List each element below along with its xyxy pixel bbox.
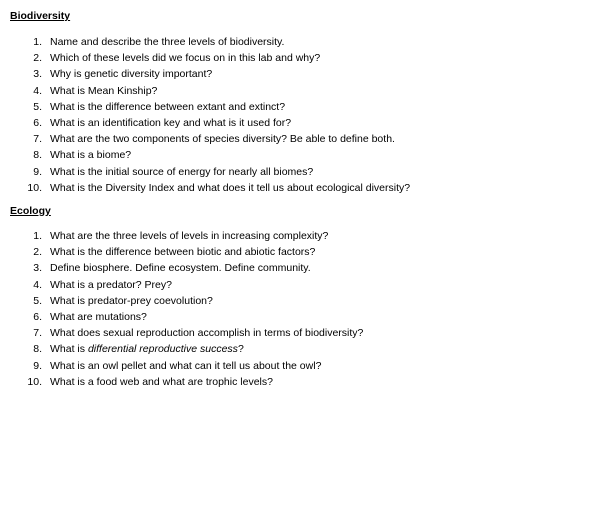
question-text: What is Mean Kinship?	[50, 84, 158, 97]
question-text: What is a food web and what are trophic levels?	[50, 375, 273, 388]
item-number: 6.	[33, 310, 42, 323]
item-number: 2.	[33, 246, 42, 259]
question-text: What is a biome?	[50, 149, 132, 162]
item-number: 10.	[27, 375, 42, 388]
question-text: What is an identification key and what is it used for?	[50, 116, 292, 129]
question-text: What are mutations?	[50, 310, 147, 323]
question-text: What are the two components of species diversity? Be able to define both.	[50, 133, 395, 146]
question-text: What is the initial source of energy for nearly all biomes?	[50, 165, 314, 178]
item-number: 7.	[33, 327, 42, 340]
item-number: 9.	[33, 165, 42, 178]
item-number: 6.	[33, 116, 42, 129]
question-text: What is the difference between extant and extinct?	[50, 100, 286, 113]
question-text: What are the three levels of levels in increasing complexity?	[50, 230, 329, 242]
question-text: What is an owl pellet and what can it tell us about the owl?	[50, 359, 322, 372]
item-number: 4.	[33, 84, 42, 97]
item-number: 8.	[33, 149, 42, 162]
item-number: 3.	[33, 262, 42, 275]
item-number: 1.	[33, 36, 42, 48]
question-text: What is a predator? Prey?	[50, 278, 172, 291]
item-number: 10.	[27, 181, 42, 194]
item-number: 1.	[33, 230, 42, 242]
question-text: Define biosphere. Define ecosystem. Define community.	[50, 262, 311, 275]
question-text-start: What is	[50, 343, 88, 356]
question-text-end: ?	[237, 343, 244, 356]
question-text: What is the Diversity Index and what does it tell us about ecological diversity?	[50, 181, 411, 194]
question-text: Which of these levels did we focus on in this lab and why?	[50, 52, 321, 65]
question-text: What is the difference between biotic and abiotic factors?	[50, 246, 316, 259]
item-number: 8.	[33, 343, 42, 356]
section-heading-biodiversity: Biodiversity	[10, 10, 71, 22]
question-text: What is predator-prey coevolution?	[50, 294, 213, 307]
question-text: Name and describe the three levels of biodiversity.	[50, 36, 285, 48]
item-number: 5.	[33, 100, 42, 113]
item-number: 7.	[33, 133, 42, 146]
item-number: 4.	[33, 278, 42, 291]
item-number: 2.	[33, 52, 42, 65]
question-text	[50, 342, 244, 356]
section-heading-ecology: Ecology	[10, 205, 51, 217]
item-number: 5.	[33, 294, 42, 307]
question-text: What does sexual reproduction accomplish in terms of biodiversity?	[50, 327, 364, 340]
item-number: 3.	[33, 68, 42, 81]
item-number: 9.	[33, 359, 42, 372]
question-text: Why is genetic diversity important?	[50, 68, 213, 81]
question-text-italic: differential reproductive success	[87, 343, 238, 356]
